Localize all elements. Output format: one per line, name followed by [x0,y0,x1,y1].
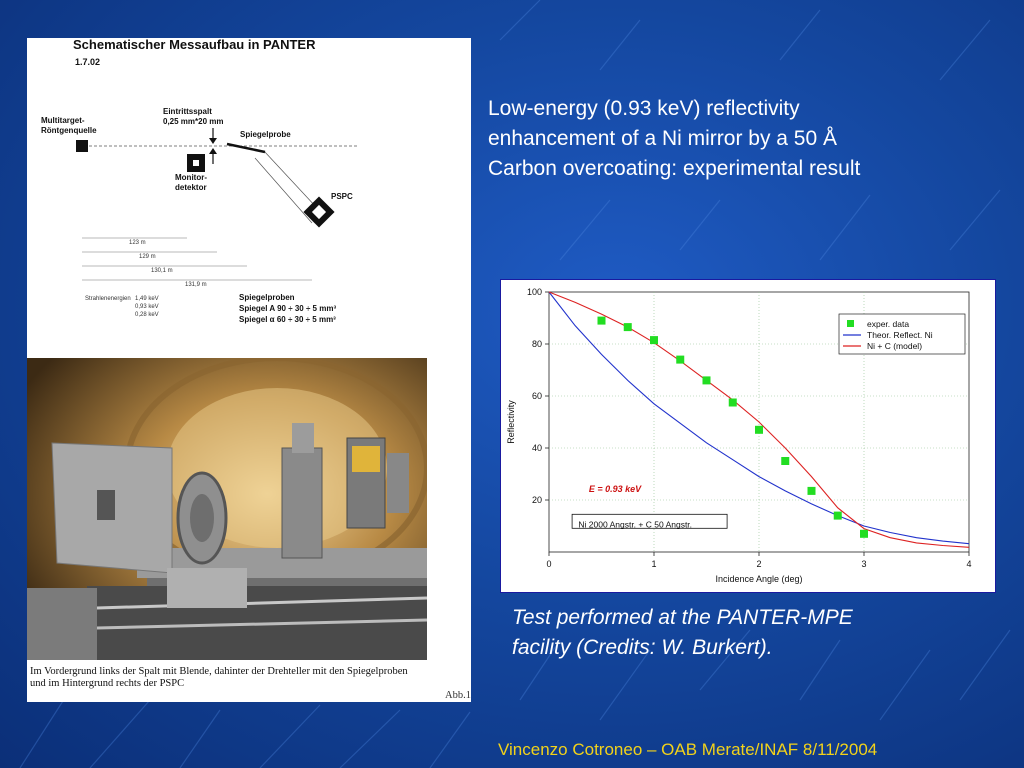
data-point [650,336,658,344]
x-tick-label: 4 [966,559,972,569]
source-label-2: Röntgenquelle [41,126,97,135]
y-tick-label: 100 [526,287,542,297]
distance-label-1: 123 m [129,240,146,246]
y-axis-label: Reflectivity [506,400,516,444]
energy-annotation: E = 0.93 keV [588,484,642,495]
reflected-beam-upper [264,151,317,208]
slit-label-2: 0,25 mm*20 mm [163,117,224,126]
photo-caption-line-2: und im Hintergrund rechts der PSPC [30,678,185,689]
reflected-beam-lower [255,158,312,223]
data-point [598,317,606,325]
detector-label: PSPC [331,192,353,201]
headline-line-1: Low-energy (0.93 keV) reflectivity [488,97,800,120]
x-tick-label: 3 [861,559,867,569]
xray-source [76,140,88,152]
slit-arrowhead-bottom [209,148,217,154]
reflectivity-chart-frame [500,279,996,593]
legend-label: exper. data [867,319,910,329]
distance-arrows [82,238,312,280]
legend-label: Ni + C (model) [867,341,923,351]
sample-annotation-box [572,514,727,529]
x-tick-label: 1 [651,559,657,569]
setup-panel [27,38,471,702]
y-tick-label: 20 [531,495,542,505]
distance-label-4: 131,9 m [185,282,207,288]
data-point [755,426,763,434]
mirror-label: Spiegelprobe [240,130,291,139]
lab-photo [27,358,427,660]
samples-title: Spiegelproben [239,293,295,302]
y-tick-label: 40 [531,443,542,453]
pspc-detector [303,196,334,227]
energy-1: 1,49 keV [135,296,159,302]
slide-caption [512,603,952,663]
legend-marker [847,320,854,327]
reflectivity-chart [501,280,995,592]
caption-line-1: Test performed at the PANTER-MPE [512,606,853,629]
monitor-label-2: detektor [175,183,207,192]
x-axis-label: Incidence Angle (deg) [715,574,803,584]
data-point [676,356,684,364]
slide-footer: Vincenzo Cotroneo – OAB Merate/INAF 8/11/2004 [498,740,878,759]
source-label-1: Multitarget- [41,116,85,125]
sample-2: Spiegel α 60 ÷ 30 ÷ 5 mm³ [239,315,336,324]
sample-annotation: Ni 2000 Angstr. + C 50 Angstr. [578,519,693,530]
slit-label-1: Eintrittsspalt [163,107,212,116]
energy-3: 0,28 keV [135,312,159,318]
x-tick-label: 0 [546,559,552,569]
slide-headline [488,94,1008,184]
slit-arrowhead-top [209,138,217,144]
data-point [703,376,711,384]
schematic-title: Schematischer Messaufbau in PANTER [73,38,316,52]
data-point [624,323,632,331]
data-point [781,457,789,465]
distance-label-2: 129 m [139,254,156,260]
figure-ref: Abb.1 [445,690,471,701]
headline-line-3: Carbon overcoating: experimental result [488,157,861,180]
monitor-label-1: Monitor- [175,173,207,182]
legend-label: Theor. Reflect. Ni [867,330,933,340]
energy-2: 0,93 keV [135,304,159,310]
setup-schematic [27,38,471,358]
data-point [729,399,737,407]
photo-caption-line-1: Im Vordergrund links der Spalt mit Blende, dahinter der Drehteller mit den Spiegelproben [30,666,408,677]
mirror-sample [227,144,265,152]
caption-line-2: facility (Credits: W. Burkert). [512,636,773,659]
chart-legend [839,314,965,354]
y-tick-label: 60 [531,391,542,401]
photo-caption [30,666,470,690]
y-tick-label: 80 [531,339,542,349]
headline-line-2: enhancement of a Ni mirror by a 50 Å [488,127,838,150]
data-point [860,530,868,538]
x-tick-label: 2 [756,559,762,569]
data-point [834,512,842,520]
energies-label: Strahlenenergien [85,296,131,302]
data-point [808,487,816,495]
distance-label-3: 130,1 m [151,268,173,274]
sample-1: Spiegel A 90 ÷ 30 ÷ 5 mm³ [239,304,337,313]
schematic-date: 1.7.02 [75,57,101,67]
monitor-detector-window [193,160,199,166]
